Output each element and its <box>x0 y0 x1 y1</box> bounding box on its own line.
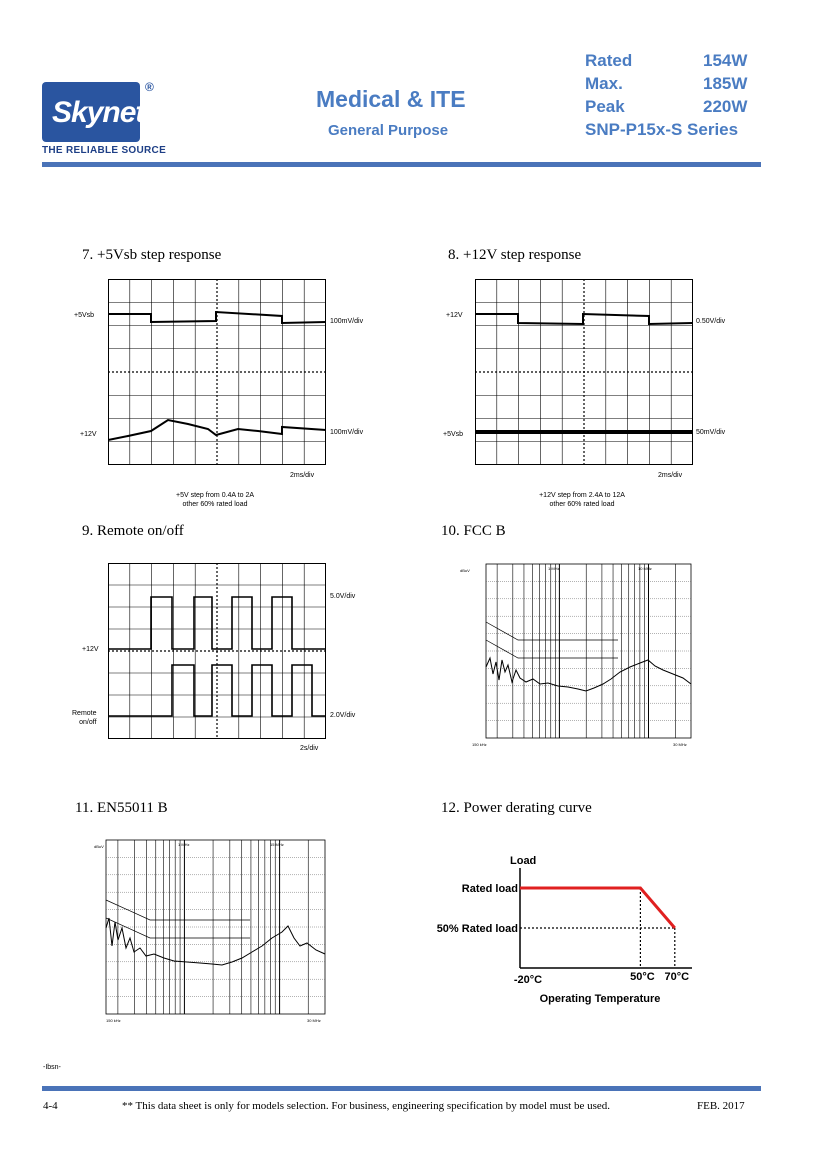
c9-ch1-scale: 5.0V/div <box>330 593 356 600</box>
c11-mark2: 15 MHz <box>270 842 284 847</box>
scope-plot-9 <box>108 563 326 739</box>
c10-mark1: 1 MHz <box>548 566 560 571</box>
c7-ch1-scale: 100mV/div <box>330 318 364 325</box>
c7-ch2-scale: 100mV/div <box>330 429 364 436</box>
c9-ch2-scale: 2.0V/div <box>330 712 356 719</box>
registered-mark: ® <box>145 80 154 94</box>
y-tick-50pct: 50% Rated load <box>436 923 518 935</box>
c8-time-scale: 2ms/div <box>658 472 683 479</box>
c11-stop: 30 MHz <box>307 1018 321 1023</box>
scope-grid <box>108 563 326 739</box>
x-tick-minus20: -20°C <box>513 974 543 986</box>
spec-max-label: Max. <box>585 74 623 93</box>
derating-line <box>520 888 675 928</box>
c11-start: 150 kHz <box>106 1018 121 1023</box>
x-tick-50: 50°C <box>630 971 655 983</box>
c7-time-scale: 2ms/div <box>290 472 315 479</box>
c7-ch2-label: +12V <box>80 431 97 438</box>
c11-mark1: 1 MHz <box>178 842 190 847</box>
c11-unit: dBuV <box>94 844 104 849</box>
c8-note: +12V step from 2.4A to 12A other 60% rated load <box>539 492 625 508</box>
c8-ch1-scale: 0.50V/div <box>696 318 726 325</box>
caption-11: 11. EN55011 B <box>75 800 168 816</box>
caption-9: 9. Remote on/off <box>82 523 184 539</box>
trace-5vsb <box>108 312 326 323</box>
series-name: SNP-P15x-S Series <box>585 120 739 139</box>
spec-peak-label: Peak <box>585 97 625 116</box>
footer-marker: -Ibsn- <box>43 1064 61 1071</box>
scope-grid <box>475 279 693 465</box>
trace-12v <box>475 314 693 324</box>
c7-ch1-label: +5Vsb <box>74 312 95 319</box>
x-axis-title: Operating Temperature <box>539 993 661 1005</box>
c10-start: 150 kHz <box>472 742 487 747</box>
c9-time-scale: 2s/div <box>300 745 319 752</box>
emi-grid <box>106 840 325 1014</box>
logo-text: Skynet <box>52 96 145 129</box>
caption-10: 10. FCC B <box>441 523 506 539</box>
spec-rated-value: 154W <box>703 51 748 70</box>
emission-trace <box>106 918 325 965</box>
spec-max-value: 185W <box>703 74 748 93</box>
c7-note: +5V step from 0.4A to 2A other 60% rated load <box>175 492 255 508</box>
spec-peak-value: 220W <box>703 97 748 116</box>
page-title: Medical & ITE <box>316 86 466 112</box>
y-axis-title: Load <box>510 855 537 867</box>
derating-chart <box>430 850 710 1010</box>
footer-rule <box>42 1086 761 1091</box>
emi-plot-11 <box>92 838 327 1026</box>
page-subtitle: General Purpose <box>328 122 449 139</box>
limit-line-av <box>486 640 618 658</box>
limit-line-qp <box>486 622 618 640</box>
c8-ch2-scale: 50mV/div <box>696 429 726 436</box>
scope-plot-8 <box>475 279 693 465</box>
y-tick-rated: Rated load <box>461 883 518 895</box>
spec-rated-label: Rated <box>585 51 633 70</box>
page-number: 4-4 <box>43 1100 58 1112</box>
c10-unit: dBuV <box>460 568 470 573</box>
emi-grid <box>486 564 691 738</box>
scope-plot-7 <box>108 279 326 465</box>
c10-mark2: 10 MHz <box>638 566 652 571</box>
limit-line-qp <box>106 900 250 920</box>
c8-ch2-label: +5Vsb <box>443 431 464 438</box>
x-tick-70: 70°C <box>664 971 690 983</box>
scope-grid <box>108 279 326 465</box>
c9-ch1-label: +12V <box>82 646 99 653</box>
footer-date: FEB. 2017 <box>697 1100 745 1112</box>
c10-stop: 30 MHz <box>673 742 687 747</box>
tagline: THE RELIABLE SOURCE <box>42 145 167 156</box>
caption-7: 7. +5Vsb step response <box>82 247 222 263</box>
header-rule <box>42 162 761 167</box>
c9-ch2-label: Remote on/off <box>72 710 97 726</box>
caption-12: 12. Power derating curve <box>441 800 592 816</box>
limit-line-av <box>106 918 250 938</box>
emi-plot-10 <box>458 562 693 750</box>
disclaimer: ** This data sheet is only for models selection. For business, engineering specification by model must be used. <box>122 1100 610 1112</box>
c8-ch1-label: +12V <box>446 312 463 319</box>
caption-8: 8. +12V step response <box>448 247 582 263</box>
